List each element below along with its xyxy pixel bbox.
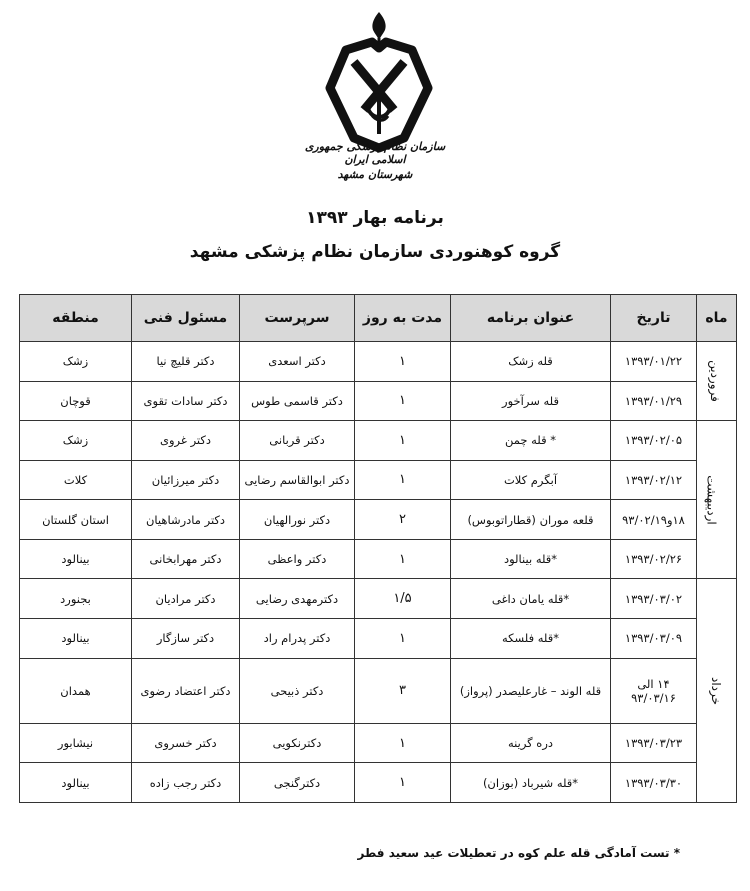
table-row <box>20 500 737 540</box>
region-cell: بینالود <box>20 539 132 579</box>
header-duration: مدت به روز <box>355 295 451 342</box>
supervisor-cell: دکتر ابوالقاسم رضایی <box>240 460 355 500</box>
program-cell: قله زشک <box>451 342 611 382</box>
technical-cell: دکتر غروی <box>132 421 240 461</box>
page-subtitle: گروه کوهنوردی سازمان نظام پزشکی مشهد <box>189 242 561 262</box>
technical-cell: دکتر خسروی <box>132 723 240 763</box>
header-supervisor: سرپرست <box>240 295 355 342</box>
header-region: منطقه <box>20 295 132 342</box>
date-cell: ۱۴ الی ۹۳/۰۳/۱۶ <box>611 658 697 723</box>
technical-cell: دکتر میرزائیان <box>132 460 240 500</box>
supervisor-cell: دکتر قاسمی طوس <box>240 381 355 421</box>
duration-cell: ۳ <box>355 658 451 723</box>
document-header <box>0 0 750 270</box>
supervisor-cell: دکتر نورالهیان <box>240 500 355 540</box>
table-row <box>20 579 737 619</box>
region-cell: استان گلستان <box>20 500 132 540</box>
supervisor-cell: دکترنکویی <box>240 723 355 763</box>
region-cell: بینالود <box>20 763 132 803</box>
table-row <box>20 618 737 658</box>
duration-cell: ۱ <box>355 763 451 803</box>
program-cell: *قله بینالود <box>451 539 611 579</box>
table-row <box>20 381 737 421</box>
table-header-row <box>20 295 737 342</box>
technical-cell: دکتر قلیچ نیا <box>132 342 240 382</box>
table-row <box>20 421 737 461</box>
date-cell: ۱۸و۹۳/۰۲/۱۹ <box>611 500 697 540</box>
technical-cell: دکتر رجب زاده <box>132 763 240 803</box>
month-label: اردیبهشت <box>704 475 719 525</box>
region-cell: بینالود <box>20 618 132 658</box>
date-cell: ۱۳۹۳/۰۱/۲۹ <box>611 381 697 421</box>
duration-cell: ۱ <box>355 723 451 763</box>
duration-cell: ۱/۵ <box>355 579 451 619</box>
header-month: ماه <box>697 295 737 342</box>
program-cell: دره گرینه <box>451 723 611 763</box>
program-cell: قلعه موران (قطاراتوبوس) <box>451 500 611 540</box>
date-cell: ۱۳۹۳/۰۱/۲۲ <box>611 342 697 382</box>
organization-city: شهرستان مشهد <box>337 168 413 181</box>
date-cell: ۱۳۹۳/۰۲/۲۶ <box>611 539 697 579</box>
footnote: * تست آمادگی قله علم کوه در تعطیلات عید سعید فطر <box>357 846 680 860</box>
page-title: برنامه بهار ۱۳۹۳ <box>306 208 444 228</box>
month-label: فروردین <box>708 360 723 402</box>
technical-cell: دکتر مرادیان <box>132 579 240 619</box>
month-label: خرداد <box>709 676 724 705</box>
schedule-table <box>19 294 737 803</box>
table-row <box>20 342 737 382</box>
program-cell: آبگرم کلات <box>451 460 611 500</box>
program-cell: *قله فلسکه <box>451 618 611 658</box>
date-cell: ۱۳۹۳/۰۳/۰۲ <box>611 579 697 619</box>
date-cell: ۱۳۹۳/۰۲/۰۵ <box>611 421 697 461</box>
program-cell: *قله شیرباد (بوزان) <box>451 763 611 803</box>
region-cell: بجنورد <box>20 579 132 619</box>
supervisor-cell: دکتر پدرام راد <box>240 618 355 658</box>
technical-cell: دکتر سادات تقوی <box>132 381 240 421</box>
month-cell <box>697 421 737 579</box>
region-cell: نیشابور <box>20 723 132 763</box>
supervisor-cell: دکتر اسعدی <box>240 342 355 382</box>
date-cell: ۱۳۹۳/۰۲/۱۲ <box>611 460 697 500</box>
region-cell: کلات <box>20 460 132 500</box>
table-row <box>20 763 737 803</box>
program-cell: * قله چمن <box>451 421 611 461</box>
duration-cell: ۱ <box>355 539 451 579</box>
date-cell: ۱۳۹۳/۰۳/۲۳ <box>611 723 697 763</box>
table-row <box>20 723 737 763</box>
header-program: عنوان برنامه <box>451 295 611 342</box>
technical-cell: دکتر اعتضاد رضوی <box>132 658 240 723</box>
header-technical: مسئول فنی <box>132 295 240 342</box>
region-cell: قوچان <box>20 381 132 421</box>
supervisor-cell: دکترگنجی <box>240 763 355 803</box>
supervisor-cell: دکتر واعظی <box>240 539 355 579</box>
technical-cell: دکتر مهرابخانی <box>132 539 240 579</box>
duration-cell: ۱ <box>355 381 451 421</box>
date-cell: ۱۳۹۳/۰۳/۰۹ <box>611 618 697 658</box>
supervisor-cell: دکتر ذبیحی <box>240 658 355 723</box>
duration-cell: ۱ <box>355 618 451 658</box>
technical-cell: دکتر سازگار <box>132 618 240 658</box>
region-cell: زشک <box>20 421 132 461</box>
duration-cell: ۱ <box>355 342 451 382</box>
supervisor-cell: دکتر قربانی <box>240 421 355 461</box>
header-date: تاریخ <box>611 295 697 342</box>
date-cell: ۱۳۹۳/۰۳/۳۰ <box>611 763 697 803</box>
organization-name: سازمان نظام پزشکی جمهوری اسلامی ایران <box>304 140 446 166</box>
supervisor-cell: دکترمهدی رضایی <box>240 579 355 619</box>
program-cell: قله سرآخور <box>451 381 611 421</box>
table-row <box>20 460 737 500</box>
program-cell: قله الوند – غارعلیصدر (پرواز) <box>451 658 611 723</box>
duration-cell: ۱ <box>355 460 451 500</box>
month-cell <box>697 579 737 803</box>
table-row <box>20 539 737 579</box>
duration-cell: ۱ <box>355 421 451 461</box>
region-cell: زشک <box>20 342 132 382</box>
region-cell: همدان <box>20 658 132 723</box>
technical-cell: دکتر مادرشاهیان <box>132 500 240 540</box>
program-cell: *قله یامان داغی <box>451 579 611 619</box>
table-row <box>20 658 737 723</box>
duration-cell: ۲ <box>355 500 451 540</box>
month-cell <box>697 342 737 421</box>
